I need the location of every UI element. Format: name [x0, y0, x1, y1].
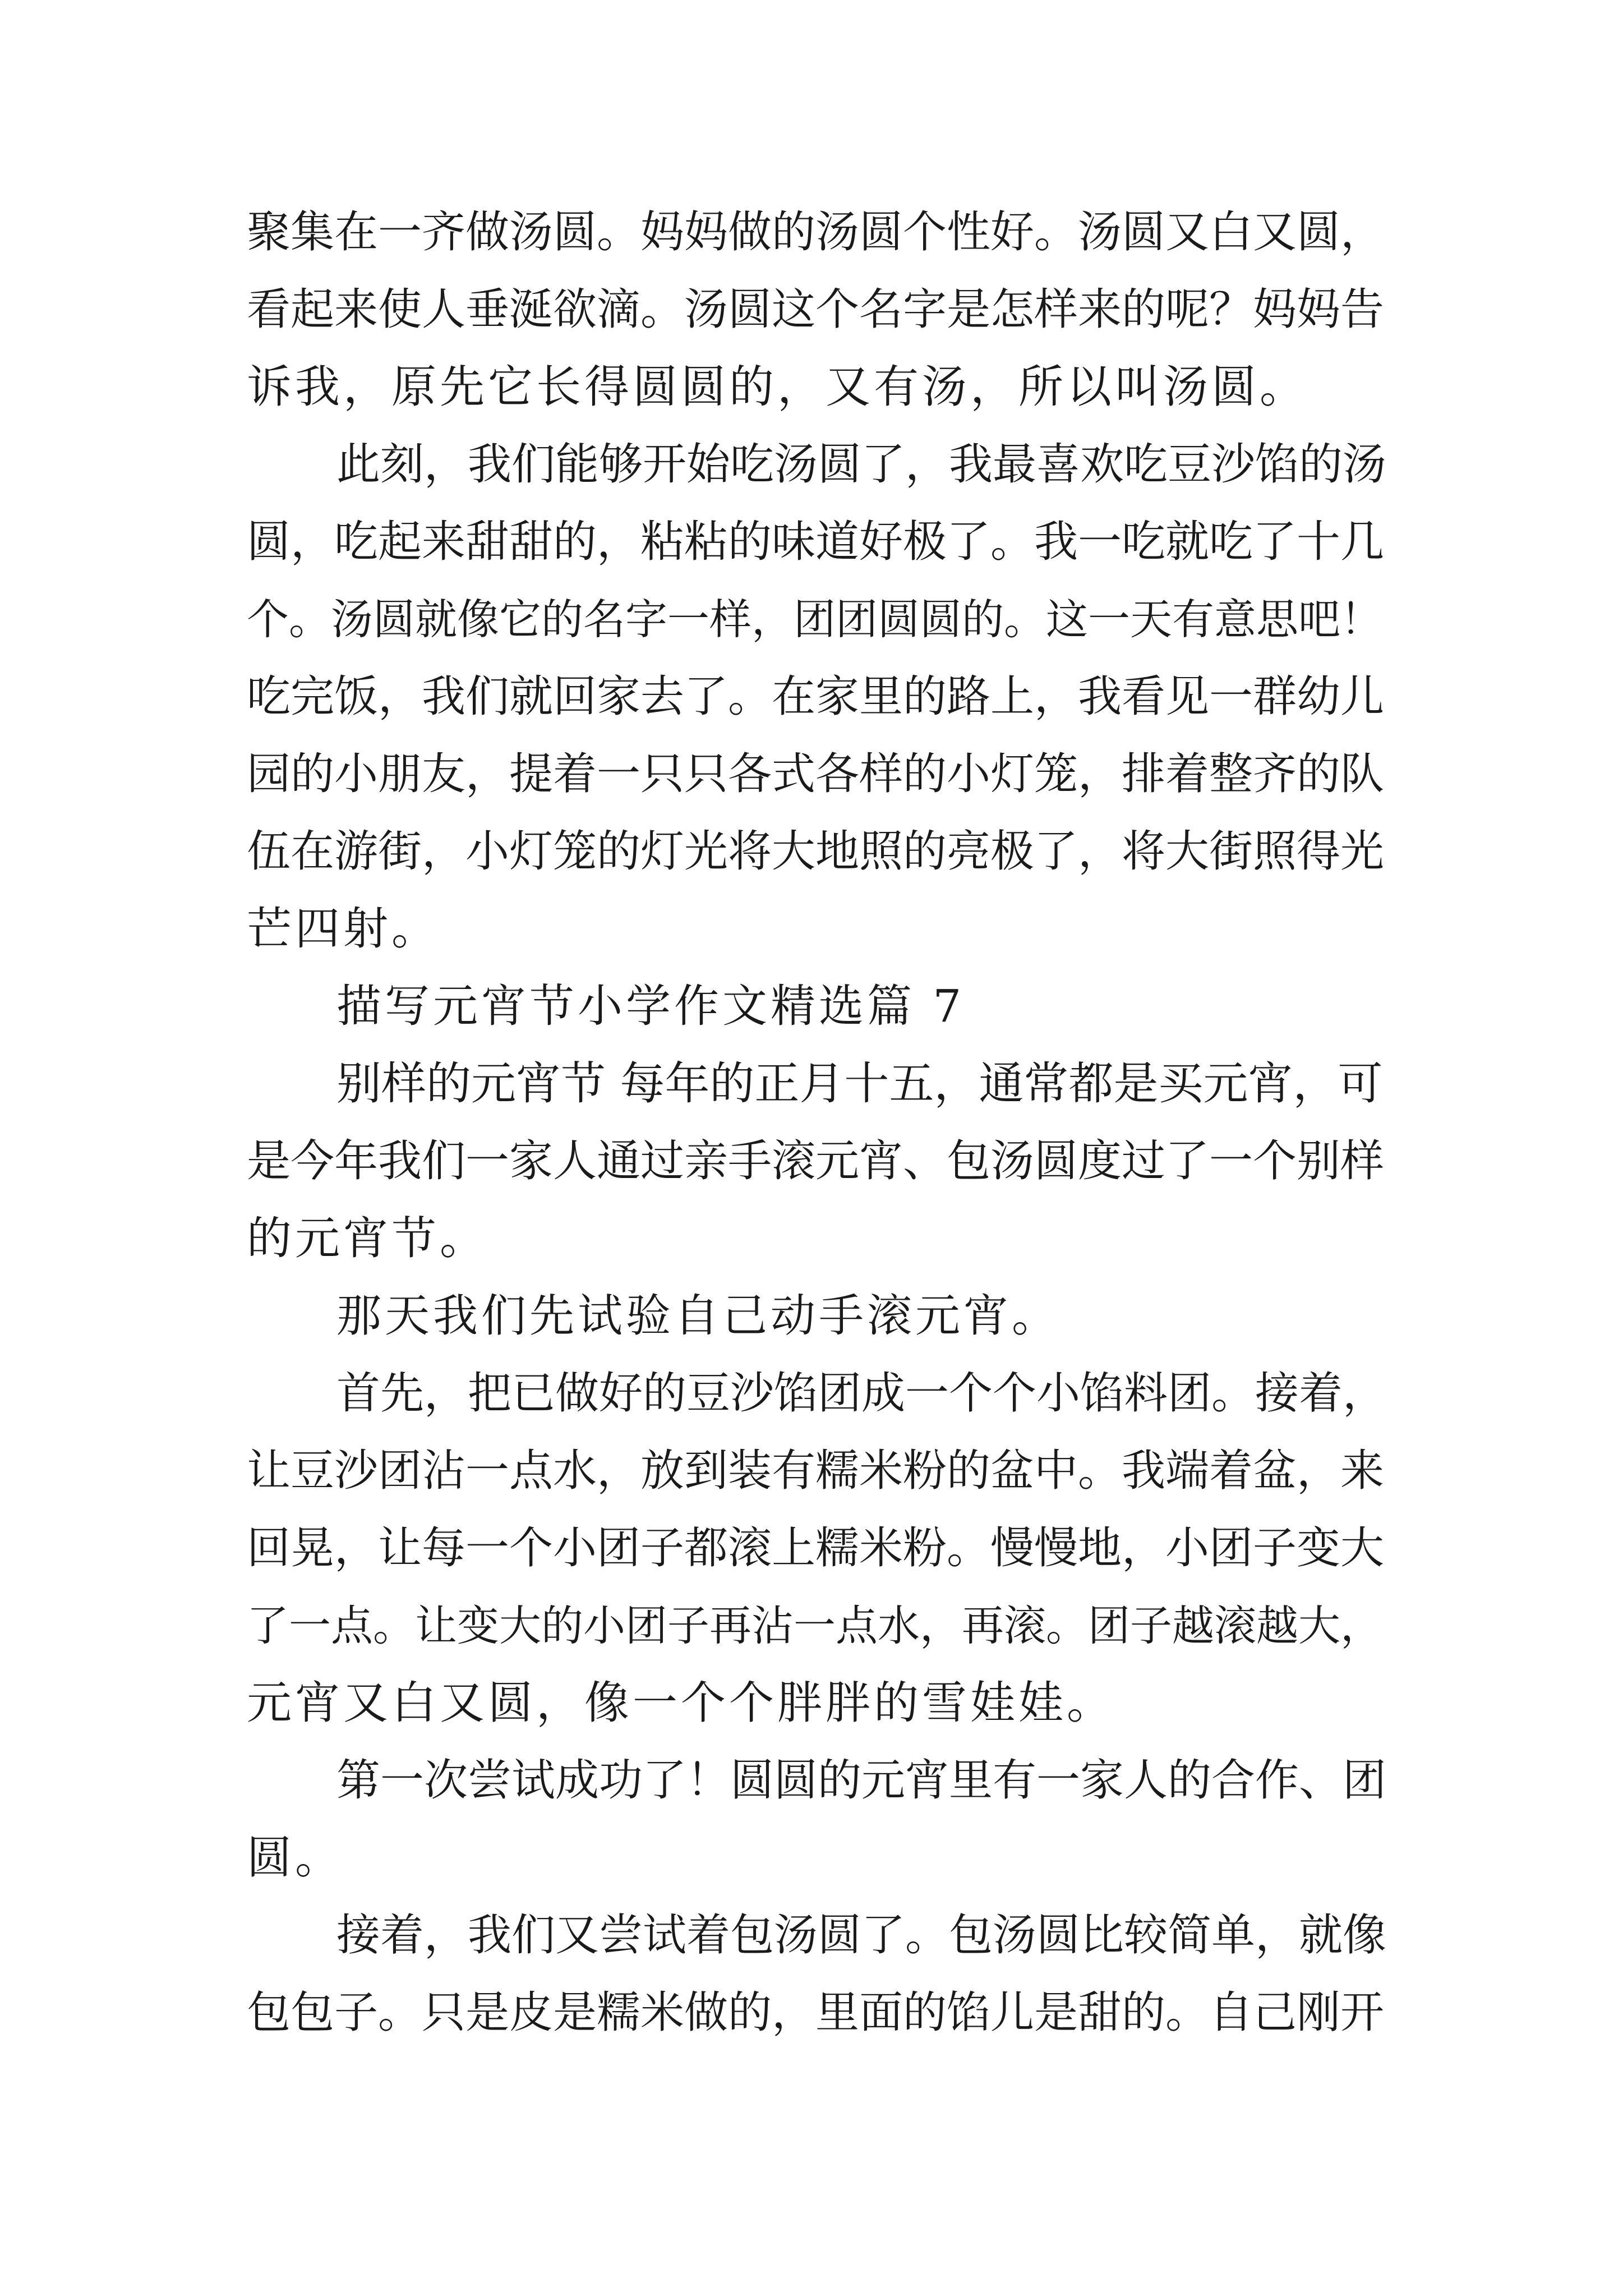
text-line: 诉我，原先它长得圆圆的，又有汤，所以叫汤圆。 [247, 361, 1308, 413]
paragraph-first-line: 别样的元宵节 每年的正月十五，通常都是买元宵，可 [336, 1057, 1383, 1110]
text-line: 个。汤圆就像它的名字一样，团团圆圆的。这一天有意思吧！ [247, 595, 1383, 644]
paragraph-first-line: 接着，我们又尝试着包汤圆了。包汤圆比较简单，就像 [336, 1910, 1387, 1961]
text-line: 园的小朋友，提着一只只各式各样的小灯笼，排着整齐的队 [247, 749, 1385, 799]
text-line: 回晃，让每一个小团子都滚上糯米粉。慢慢地，小团子变大 [247, 1523, 1385, 1573]
text-line: 吃完饭，我们就回家去了。在家里的路上，我看见一群幼儿 [247, 671, 1385, 722]
section-heading: 描写元宵节小学作文精选篇 7 [336, 980, 965, 1032]
text-line: 聚集在一齐做汤圆。妈妈做的汤圆个性好。汤圆又白又圆， [247, 207, 1385, 257]
paragraph-first-line: 那天我们先试验自己动手滚元宵。 [336, 1290, 1060, 1342]
text-line: 看起来使人垂涎欲滴。汤圆这个名字是怎样来的呢？妈妈告 [247, 284, 1385, 335]
paragraph-first-line: 此刻，我们能够开始吃汤圆了，我最喜欢吃豆沙馅的汤 [336, 439, 1387, 490]
text-line: 包包子。只是皮是糯米做的，里面的馅儿是甜的。自己刚开 [247, 1987, 1385, 2038]
text-line: 伍在游街，小灯笼的灯光将大地照的亮极了，将大街照得光 [247, 826, 1385, 877]
text-line: 了一点。让变大的小团子再沾一点水，再滚。团子越滚越大， [247, 1601, 1383, 1650]
essay-body [247, 194, 1391, 2051]
text-line: 圆。 [247, 1832, 343, 1884]
text-line: 让豆沙团沾一点水，放到装有糯米粉的盆中。我端着盆，来 [247, 1446, 1385, 1496]
text-line: 元宵又白又圆，像一个个胖胖的雪娃娃。 [247, 1677, 1115, 1729]
text-line: 是今年我们一家人通过亲手滚元宵、包汤圆度过了一个别样 [247, 1136, 1385, 1186]
text-line: 芒四射。 [247, 903, 440, 955]
paragraph-first-line: 首先，把已做好的豆沙馅团成一个个小馅料团。接着， [336, 1368, 1387, 1419]
text-line: 的元宵节。 [247, 1212, 488, 1264]
text-line: 圆，吃起来甜甜的，粘粘的味道好极了。我一吃就吃了十几 [247, 517, 1385, 567]
paragraph-first-line: 第一次尝试成功了！圆圆的元宵里有一家人的合作、团 [336, 1755, 1387, 1806]
